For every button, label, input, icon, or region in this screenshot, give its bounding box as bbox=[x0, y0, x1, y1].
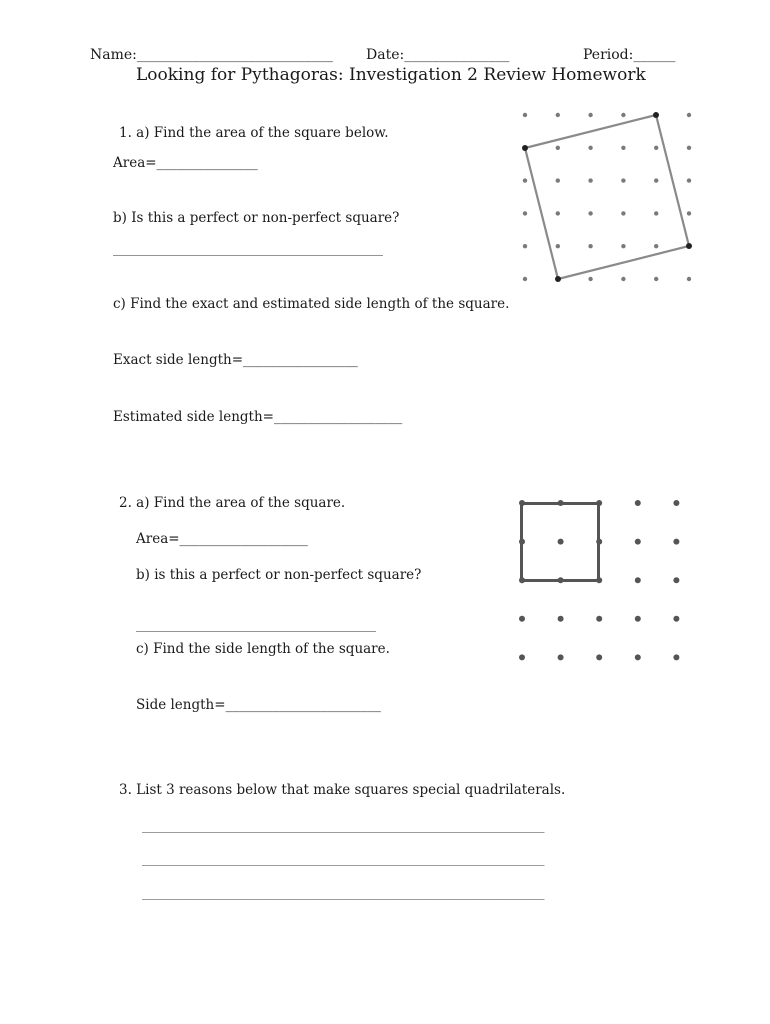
grid-dot bbox=[588, 277, 592, 281]
grid-dot bbox=[588, 146, 592, 150]
q3-prompt: 3. List 3 reasons below that make squares special quadrilaterals. bbox=[119, 782, 566, 798]
q2-part-b: b) is this a perfect or non-perfect square? bbox=[136, 567, 422, 583]
grid-dot bbox=[621, 113, 625, 117]
grid-dot bbox=[621, 146, 625, 150]
grid-dot bbox=[588, 211, 592, 215]
grid-dot bbox=[558, 616, 564, 622]
q2-area-field[interactable]: Area=___________________ bbox=[136, 531, 308, 547]
grid-dot bbox=[673, 616, 679, 622]
grid-dot bbox=[635, 500, 641, 506]
grid-dot bbox=[687, 277, 691, 281]
grid-dot bbox=[588, 113, 592, 117]
q1-part-a: 1. a) Find the area of the square below. bbox=[119, 125, 389, 141]
grid-dot bbox=[588, 178, 592, 182]
grid-dot bbox=[519, 500, 525, 506]
grid-dot bbox=[556, 244, 560, 248]
q1-area-field[interactable]: Area=_______________ bbox=[113, 155, 258, 171]
name-field[interactable]: Name:____________________________ bbox=[90, 47, 333, 63]
q1-exact-side-field[interactable]: Exact side length=_________________ bbox=[113, 352, 358, 368]
grid-dot bbox=[556, 211, 560, 215]
grid-dot bbox=[596, 500, 602, 506]
q3-answer-line[interactable]: ______________________________________________________________________ bbox=[142, 819, 545, 833]
grid-dot bbox=[654, 277, 658, 281]
grid-dot bbox=[687, 146, 691, 150]
grid-dot bbox=[673, 500, 679, 506]
grid-dot bbox=[635, 654, 641, 660]
vertex-dot bbox=[686, 243, 692, 249]
grid-dot bbox=[673, 539, 679, 545]
q3-answer-line[interactable]: ______________________________________________________________________ bbox=[142, 886, 545, 900]
grid-dot bbox=[687, 113, 691, 117]
grid-dot bbox=[654, 178, 658, 182]
grid-dot bbox=[558, 539, 564, 545]
q1-answer-line[interactable]: _____________________________________________ bbox=[113, 242, 383, 256]
grid-dot bbox=[654, 211, 658, 215]
q2-part-c: c) Find the side length of the square. bbox=[136, 641, 390, 657]
grid-dot bbox=[519, 539, 525, 545]
page-title: Looking for Pythagoras: Investigation 2 Review Homework bbox=[136, 65, 646, 85]
q1-part-b: b) Is this a perfect or non-perfect square? bbox=[113, 210, 400, 226]
grid-dot bbox=[558, 577, 564, 583]
vertex-dot bbox=[555, 276, 561, 282]
grid-dot bbox=[635, 616, 641, 622]
grid-dot bbox=[519, 577, 525, 583]
q2-part-a: 2. a) Find the area of the square. bbox=[119, 495, 346, 511]
grid-dot bbox=[621, 244, 625, 248]
period-field[interactable]: Period:______ bbox=[583, 47, 676, 63]
date-field[interactable]: Date:_______________ bbox=[366, 47, 510, 63]
grid-dot bbox=[523, 277, 527, 281]
grid-dot bbox=[519, 616, 525, 622]
grid-dot bbox=[588, 244, 592, 248]
q2-answer-line[interactable]: ________________________________________ bbox=[136, 618, 376, 632]
grid-dot bbox=[523, 178, 527, 182]
grid-dot bbox=[621, 211, 625, 215]
grid-dot bbox=[556, 178, 560, 182]
grid-dot bbox=[558, 500, 564, 506]
grid-dot bbox=[596, 654, 602, 660]
vertex-dot bbox=[522, 145, 528, 151]
grid-dot bbox=[673, 577, 679, 583]
grid-dot bbox=[687, 178, 691, 182]
grid-dot bbox=[523, 244, 527, 248]
grid-dot bbox=[556, 113, 560, 117]
grid-dot bbox=[654, 244, 658, 248]
grid-dot bbox=[558, 654, 564, 660]
q2-dot-grid-figure bbox=[510, 490, 690, 670]
grid-dot bbox=[596, 616, 602, 622]
grid-dot bbox=[621, 178, 625, 182]
grid-dot bbox=[596, 539, 602, 545]
grid-dot bbox=[635, 539, 641, 545]
grid-dot bbox=[556, 146, 560, 150]
grid-dot bbox=[687, 211, 691, 215]
tilted-square bbox=[525, 115, 689, 279]
grid-dot bbox=[596, 577, 602, 583]
q2-side-length-field[interactable]: Side length=_______________________ bbox=[136, 697, 381, 713]
grid-dot bbox=[523, 113, 527, 117]
q1-part-c: c) Find the exact and estimated side length of the square. bbox=[113, 296, 510, 312]
grid-dot bbox=[523, 211, 527, 215]
q1-estimated-side-field[interactable]: Estimated side length=___________________ bbox=[113, 409, 403, 425]
q3-answer-line[interactable]: ______________________________________________________________________ bbox=[142, 852, 545, 866]
grid-dot bbox=[673, 654, 679, 660]
vertex-dot bbox=[653, 112, 659, 118]
grid-dot bbox=[654, 146, 658, 150]
grid-dot bbox=[519, 654, 525, 660]
q1-dot-grid-figure bbox=[510, 100, 700, 290]
grid-dot bbox=[621, 277, 625, 281]
grid-dot bbox=[635, 577, 641, 583]
